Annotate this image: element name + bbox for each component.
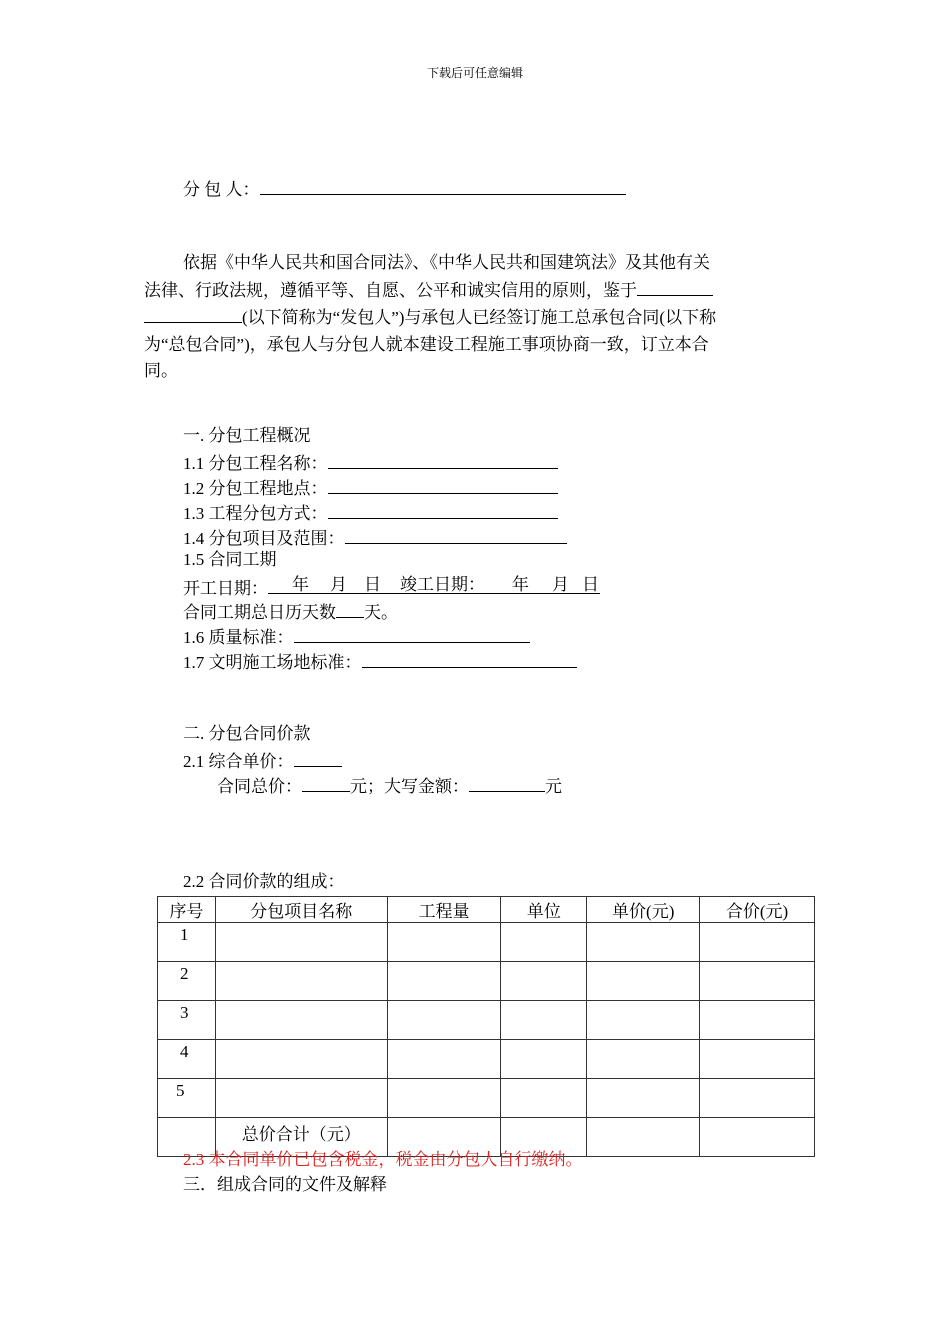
civil-construction-blank[interactable] xyxy=(362,649,577,668)
total-price-line: 合同总价： 元；大写金额： 元 xyxy=(217,773,562,798)
project-location-line: 1.2 分包工程地点： xyxy=(183,475,558,500)
unit-price-line: 2.1 综合单价： xyxy=(183,748,342,773)
preamble-line-2: 法律、行政法规，遵循平等、自愿、公平和诚实信用的原则，鉴于 xyxy=(144,277,809,305)
cell-item-name[interactable] xyxy=(215,962,387,1001)
project-scope-line: 1.4 分包项目及范围： xyxy=(183,525,567,550)
page-header-note: 下载后可任意编辑 xyxy=(426,66,523,80)
civil-construction-line: 1.7 文明施工场地标准： xyxy=(183,649,577,674)
cell-unit[interactable] xyxy=(501,1040,587,1079)
total-days-blank[interactable] xyxy=(336,599,364,618)
cell-total-price[interactable] xyxy=(700,1040,815,1079)
quality-standard-blank[interactable] xyxy=(294,624,530,643)
row-seq: 1 xyxy=(158,923,216,962)
row-seq: 5 xyxy=(158,1079,216,1118)
unit-price-blank[interactable] xyxy=(294,748,342,767)
cell-total-unit-price[interactable] xyxy=(587,1118,700,1157)
col-header-unit-price: 单价(元) xyxy=(587,897,700,923)
preamble-line-4: 为“总包合同”)，承包人与分包人就本建设工程施工事项协商一致，订立本合 xyxy=(144,334,709,354)
preamble-line-5: 同。 xyxy=(144,361,178,380)
contract-period-title: 1.5 合同工期 xyxy=(183,550,277,569)
table-row xyxy=(158,1079,815,1118)
employer-blank-1[interactable] xyxy=(637,277,713,296)
quality-standard-line: 1.6 质量标准： xyxy=(183,624,530,649)
total-days-line: 合同工期总日历天数 天。 xyxy=(183,599,398,624)
section-2-title: 二. 分包合同价款 xyxy=(183,724,311,743)
subcontractor-label: 分 包 人： xyxy=(183,180,260,199)
row-seq: 3 xyxy=(158,1001,216,1040)
cell-unit[interactable] xyxy=(501,1001,587,1040)
table-row xyxy=(158,962,815,1001)
cell-item-name[interactable] xyxy=(215,923,387,962)
cell-total-price[interactable] xyxy=(700,1079,815,1118)
date-fields[interactable]: 年 月 日 竣工日期： 年 月 日 xyxy=(268,574,600,594)
tax-note: 2.3 本合同单价已包含税金，税金由分包人自行缴纳。 xyxy=(183,1150,583,1169)
cell-unit-price[interactable] xyxy=(587,1040,700,1079)
project-name-line: 1.1 分包工程名称： xyxy=(183,450,558,475)
amount-in-words-blank[interactable] xyxy=(469,773,545,792)
col-header-total-price: 合价(元) xyxy=(700,897,815,923)
project-name-blank[interactable] xyxy=(328,450,558,469)
section-3-title: 三．组成合同的文件及解释 xyxy=(183,1175,387,1194)
table-row xyxy=(158,1040,815,1079)
project-location-blank[interactable] xyxy=(328,475,558,494)
cell-unit-price[interactable] xyxy=(587,1001,700,1040)
start-end-date-line: 开工日期： 年 月 日 竣工日期： 年 月 日 xyxy=(183,575,599,598)
subcontractor-blank[interactable] xyxy=(260,176,626,195)
cell-unit[interactable] xyxy=(501,962,587,1001)
col-header-unit: 单位 xyxy=(501,897,587,923)
total-price-blank[interactable] xyxy=(302,773,350,792)
cell-unit-price[interactable] xyxy=(587,1079,700,1118)
cell-quantity[interactable] xyxy=(387,1079,501,1118)
cell-quantity[interactable] xyxy=(387,1040,501,1079)
cell-total-price[interactable] xyxy=(700,962,815,1001)
cell-quantity[interactable] xyxy=(387,1001,501,1040)
row-seq: 2 xyxy=(158,962,216,1001)
preamble-line-1: 依据《中华人民共和国合同法》、《中华人民共和国建筑法》及其他有关 xyxy=(183,253,710,272)
cell-grand-total[interactable] xyxy=(700,1118,815,1157)
cell-quantity[interactable] xyxy=(387,923,501,962)
section-1-title: 一. 分包工程概况 xyxy=(183,426,311,445)
price-composition-table xyxy=(157,896,815,1157)
subcontractor-line xyxy=(183,176,626,201)
cell-item-name[interactable] xyxy=(215,1001,387,1040)
cell-item-name[interactable] xyxy=(215,1079,387,1118)
cell-total-price[interactable] xyxy=(700,1001,815,1040)
cell-unit-price[interactable] xyxy=(587,923,700,962)
preamble-line-3: (以下简称为“发包人”)与承包人已经签订施工总承包合同(以下称 xyxy=(144,304,809,332)
table-row xyxy=(158,923,815,962)
table-row xyxy=(158,1001,815,1040)
col-header-quantity: 工程量 xyxy=(387,897,501,923)
table-header-row xyxy=(158,897,815,923)
cell-item-name[interactable] xyxy=(215,1040,387,1079)
cell-unit[interactable] xyxy=(501,1079,587,1118)
cell-quantity[interactable] xyxy=(387,962,501,1001)
employer-blank-2[interactable] xyxy=(144,304,242,323)
subcontract-method-line: 1.3 工程分包方式： xyxy=(183,500,558,525)
price-composition-title: 2.2 合同价款的组成： xyxy=(183,872,345,891)
row-seq: 4 xyxy=(158,1040,216,1079)
project-scope-blank[interactable] xyxy=(345,525,567,544)
preamble-paragraph xyxy=(144,250,809,385)
col-header-item-name: 分包项目名称 xyxy=(215,897,387,923)
cell-unit-price[interactable] xyxy=(587,962,700,1001)
cell-total-price[interactable] xyxy=(700,923,815,962)
subcontract-method-blank[interactable] xyxy=(328,500,558,519)
col-header-seq: 序号 xyxy=(158,897,216,923)
total-label: 总价合计（元） xyxy=(215,1118,387,1157)
cell-unit[interactable] xyxy=(501,923,587,962)
